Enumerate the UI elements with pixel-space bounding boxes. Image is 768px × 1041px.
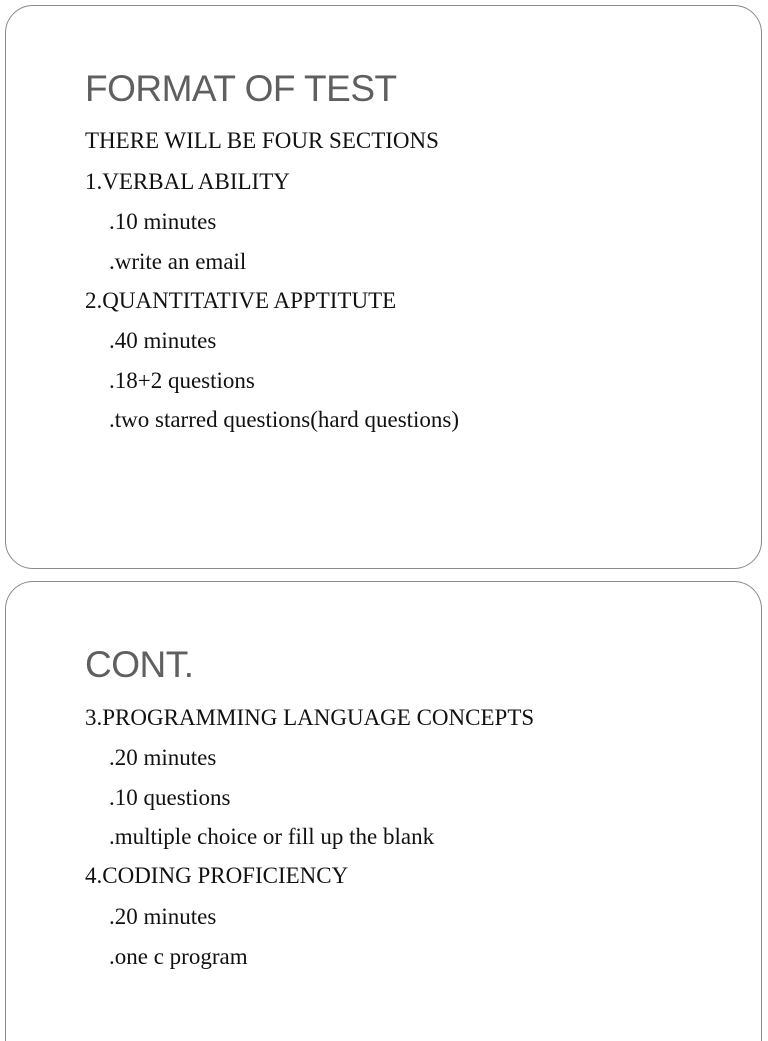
section-detail: .multiple choice or fill up the blank: [109, 824, 435, 849]
slide-cont: [5, 581, 762, 1041]
section-detail: .20 minutes: [109, 904, 217, 929]
section-heading-coding-proficiency: 4.CODING PROFICIENCY: [85, 863, 349, 888]
section-heading-programming-language-concepts: 3.PROGRAMMING LANGUAGE CONCEPTS: [85, 705, 535, 730]
section-heading-verbal-ability: 1.VERBAL ABILITY: [85, 169, 290, 194]
section-detail: .two starred questions(hard questions): [109, 407, 460, 432]
section-detail: .10 questions: [109, 785, 231, 810]
section-detail: .40 minutes: [109, 328, 217, 353]
section-heading-quantitative-aptitude: 2.QUANTITATIVE APPTITUTE: [85, 288, 397, 313]
slide-title: FORMAT OF TEST: [85, 68, 397, 109]
section-detail: .write an email: [109, 249, 247, 274]
section-detail: .20 minutes: [109, 745, 217, 770]
section-detail: .18+2 questions: [109, 368, 255, 393]
section-detail: .10 minutes: [109, 209, 217, 234]
section-detail: .one c program: [109, 944, 248, 969]
slide-format-of-test: [5, 5, 762, 569]
slide-title: CONT.: [85, 644, 194, 685]
intro-line: THERE WILL BE FOUR SECTIONS: [85, 128, 439, 153]
